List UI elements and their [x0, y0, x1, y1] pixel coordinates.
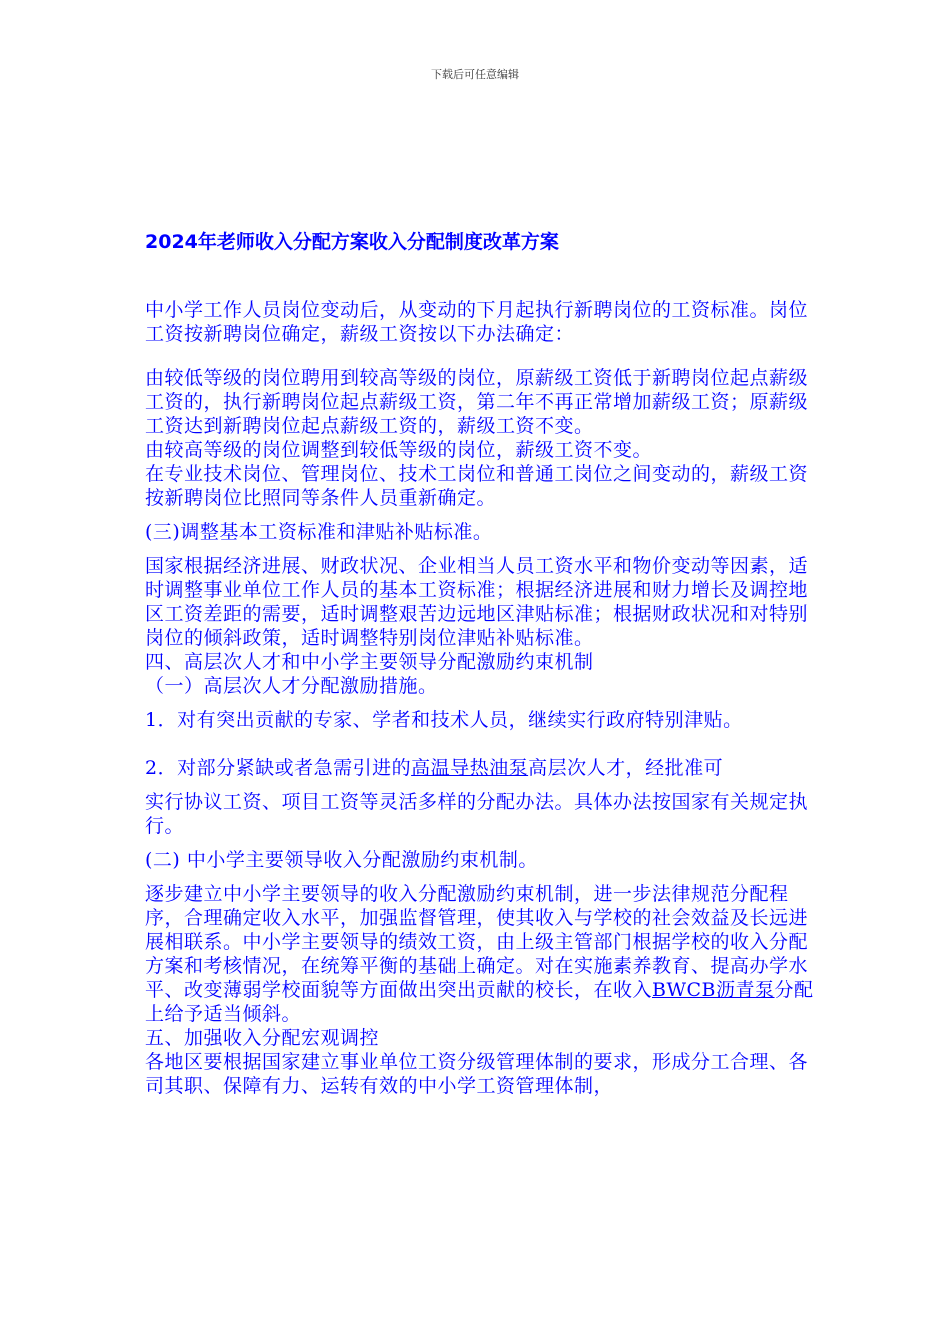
section-heading: 四、高层次人才和中小学主要领导分配激励约束机制	[145, 651, 594, 673]
document-body	[145, 228, 825, 1098]
section-heading: (三)调整基本工资标准和津贴补贴标准。	[145, 521, 493, 543]
subsection-heading: （一）高层次人才分配激励措施。	[145, 675, 438, 697]
paragraph: 各地区要根据国家建立事业单位工资分级管理体制的要求，形成分工合理、各司其职、保障有力、运转有效的中小学工资管理体制，	[145, 1051, 809, 1097]
page-header: 下载后可任意编辑	[431, 68, 519, 81]
paragraph: 由较低等级的岗位聘用到较高等级的岗位，原薪级工资低于新聘岗位起点薪级工资的，执行新聘岗位起点薪级工资，第二年不再正常增加薪级工资；原薪级工资达到新聘岗位起点薪级工资的，薪级工资不变。	[145, 367, 809, 437]
paragraph: 由较高等级的岗位调整到较低等级的岗位，薪级工资不变。	[145, 439, 653, 461]
product-link-oil-pump[interactable]: 高温导热油泵	[411, 757, 529, 779]
text-run: 分配上给予适当倾斜。	[145, 979, 814, 1025]
paragraph: 中小学工作人员岗位变动后，从变动的下月起执行新聘岗位的工资标准。岗位工资按新聘岗位确定，薪级工资按以下办法确定：	[145, 299, 809, 345]
text-run: 2．对部分紧缺或者急需引进的	[145, 757, 412, 779]
list-item: 1．对有突出贡献的专家、学者和技术人员，继续实行政府特别津贴。	[145, 709, 743, 731]
document-title: 2024年老师收入分配方案收入分配制度改革方案	[145, 231, 559, 253]
paragraph	[145, 882, 825, 1026]
paragraph: 在专业技术岗位、管理岗位、技术工岗位和普通工岗位之间变动的，薪级工资按新聘岗位比照同等条件人员重新确定。	[145, 463, 809, 509]
section-heading: 五、加强收入分配宏观调控	[145, 1027, 380, 1049]
text-run: 逐步建立中小学主要领导的收入分配激励约束机制，进一步法律规范分配程序，合理确定收入水平，加强监督管理，使其收入与学校的社会效益及长远进展相联系。中小学主要领导的绩效工资，由上级主管部门根据学校的收入分配方案和考核情况，在统筹平衡的基础上确定。对在实施素养教育、提高办学水平、改变薄弱学校面貌等方面做出突出贡献的校长，在收入	[145, 883, 809, 1001]
product-link-asphalt-pump[interactable]: BWCB沥青泵	[652, 979, 775, 1001]
paragraph: 实行协议工资、项目工资等灵活多样的分配办法。具体办法按国家有关规定执行。	[145, 791, 809, 837]
text-run: 高层次人才，经批准可	[528, 757, 724, 779]
paragraph: 国家根据经济进展、财政状况、企业相当人员工资水平和物价变动等因素，适时调整事业单位工作人员的基本工资标准；根据经济进展和财力增长及调控地区工资差距的需要，适时调整艰苦边远地区津贴标准；根据财政状况和对特别岗位的倾斜政策，适时调整特别岗位津贴补贴标准。	[145, 555, 809, 649]
section-heading: (二) 中小学主要领导收入分配激励约束机制。	[145, 849, 538, 871]
list-item	[145, 756, 825, 780]
